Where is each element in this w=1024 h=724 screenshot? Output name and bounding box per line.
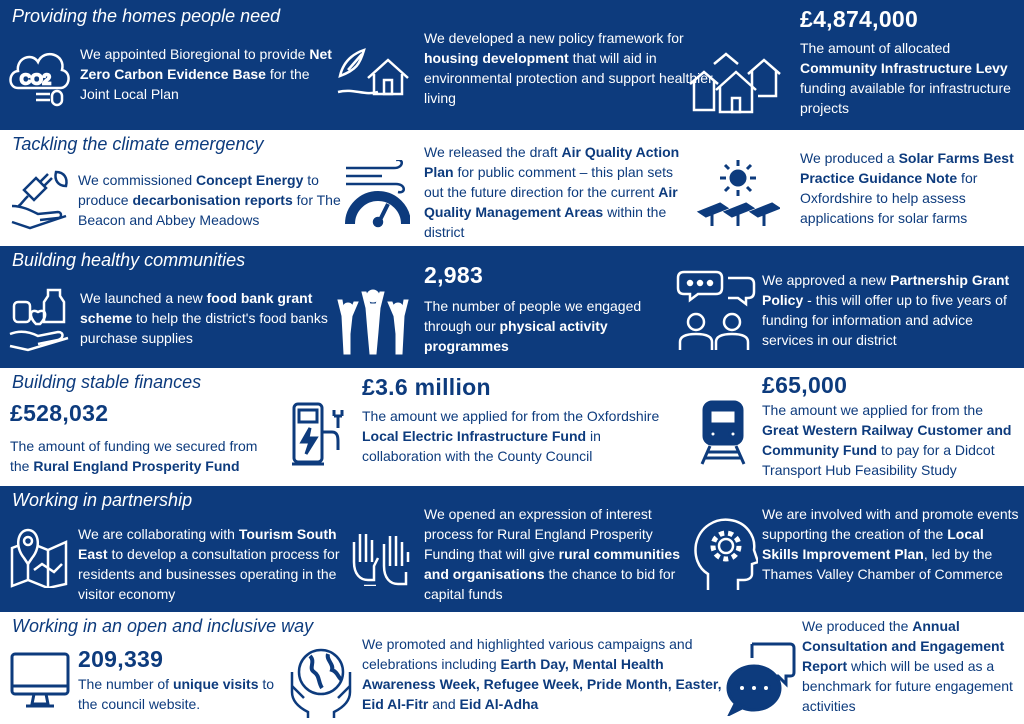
people-chat-icon — [676, 268, 756, 359]
item-text: We developed a new policy framework for housing development that will aid in environmental protection and support healthier living — [424, 30, 713, 106]
item-text: We are collaborating with Tourism South East to develop a consultation process for residents and businesses operating in the visitor economy — [78, 526, 340, 602]
train-icon — [696, 400, 750, 471]
section-title: Tackling the climate emergency — [12, 134, 264, 154]
section-finances — [0, 368, 1024, 486]
headline-figure: 2,983 — [424, 262, 484, 288]
globe-hands-icon — [288, 642, 354, 724]
section-title: Providing the homes people need — [12, 6, 281, 26]
monitor-icon — [10, 652, 70, 713]
map-pin-icon — [10, 524, 70, 593]
eco-house-icon — [334, 30, 410, 111]
item-text: We promoted and highlighted various campaigns and celebrations including Earth Day, Mental Health Awareness Week, Refugee Week, Pride Month, Easter, Eid Al-Fitr and Eid Al-Adha — [362, 636, 722, 712]
item-text: The number of people we engaged through our physical activity programmes — [424, 298, 642, 354]
section-climate — [0, 130, 1024, 246]
section-homes — [0, 0, 1024, 130]
head-gear-icon — [692, 516, 758, 597]
section-open-inclusive — [0, 612, 1024, 724]
headline-figure: 209,339 — [78, 646, 164, 672]
houses-icon — [686, 50, 786, 121]
solar-farm-icon — [696, 158, 780, 233]
plug-hand-icon — [8, 166, 74, 237]
speech-bubbles-icon — [726, 642, 796, 721]
co2-cloud-icon — [6, 36, 72, 113]
svg-text:CO2: CO2 — [20, 71, 51, 88]
item-text: We opened an expression of interest process for Rural England Prosperity Funding that will give rural communities and organisations the chance to bid for capital funds — [424, 506, 681, 602]
section-title: Building stable finances — [12, 372, 202, 392]
headline-figure: £528,032 — [10, 400, 109, 426]
item-text: The amount of funding we secured from the Rural England Prosperity Fund — [10, 438, 258, 474]
item-text: We appointed Bioregional to provide Net Zero Carbon Evidence Base for the Joint Local Plan — [80, 46, 332, 102]
item-text: We produced the Annual Consultation and Engagement Report which will be used as a benchmark for future engagement activities — [802, 618, 1013, 714]
raised-hands-icon — [350, 522, 412, 591]
headline-figure: £4,874,000 — [800, 6, 919, 32]
item-text: We released the draft Air Quality Action Plan for public comment – this plan sets out the future direction for the current Air Quality Management Areas within the district — [424, 144, 680, 240]
ev-charger-icon — [290, 402, 350, 471]
item-text: We are involved with and promote events supporting the creation of the Local Skills Improvement Plan, led by the Thames Valley Chamber of Commerce — [762, 506, 1019, 582]
item-text: We commissioned Concept Energy to produce decarbonisation reports for The Beacon and Abbey Meadows — [78, 172, 341, 228]
item-text: The number of unique visits to the council website. — [78, 676, 275, 712]
air-gauge-icon — [344, 160, 410, 233]
item-text: The amount we applied for from the Oxfordshire Local Electric Infrastructure Fund in collaboration with the County Council — [362, 408, 660, 464]
item-text: We produced a Solar Farms Best Practice Guidance Note for Oxfordshire to help assess applications for solar farms — [800, 150, 1014, 226]
section-title: Working in partnership — [12, 490, 193, 510]
item-text: We approved a new Partnership Grant Policy - this will offer up to five years of funding for information and advice services in our district — [762, 272, 1010, 348]
food-hand-icon — [8, 286, 76, 357]
people-celebrating-icon — [332, 286, 414, 361]
section-partnership — [0, 486, 1024, 612]
section-healthy — [0, 246, 1024, 368]
item-text: We launched a new food bank grant scheme to help the district's food banks purchase supplies — [80, 290, 328, 346]
headline-figure: £65,000 — [762, 372, 848, 398]
item-text: The amount of allocated Community Infrastructure Levy funding available for infrastructure projects — [800, 40, 1011, 116]
headline-figure: £3.6 million — [362, 374, 491, 400]
item-text: The amount we applied for from the Great Western Railway Customer and Community Fund to pay for a Didcot Transport Hub Feasibility Study — [762, 402, 1012, 478]
section-title: Working in an open and inclusive way — [12, 616, 314, 636]
section-title: Building healthy communities — [12, 250, 246, 270]
